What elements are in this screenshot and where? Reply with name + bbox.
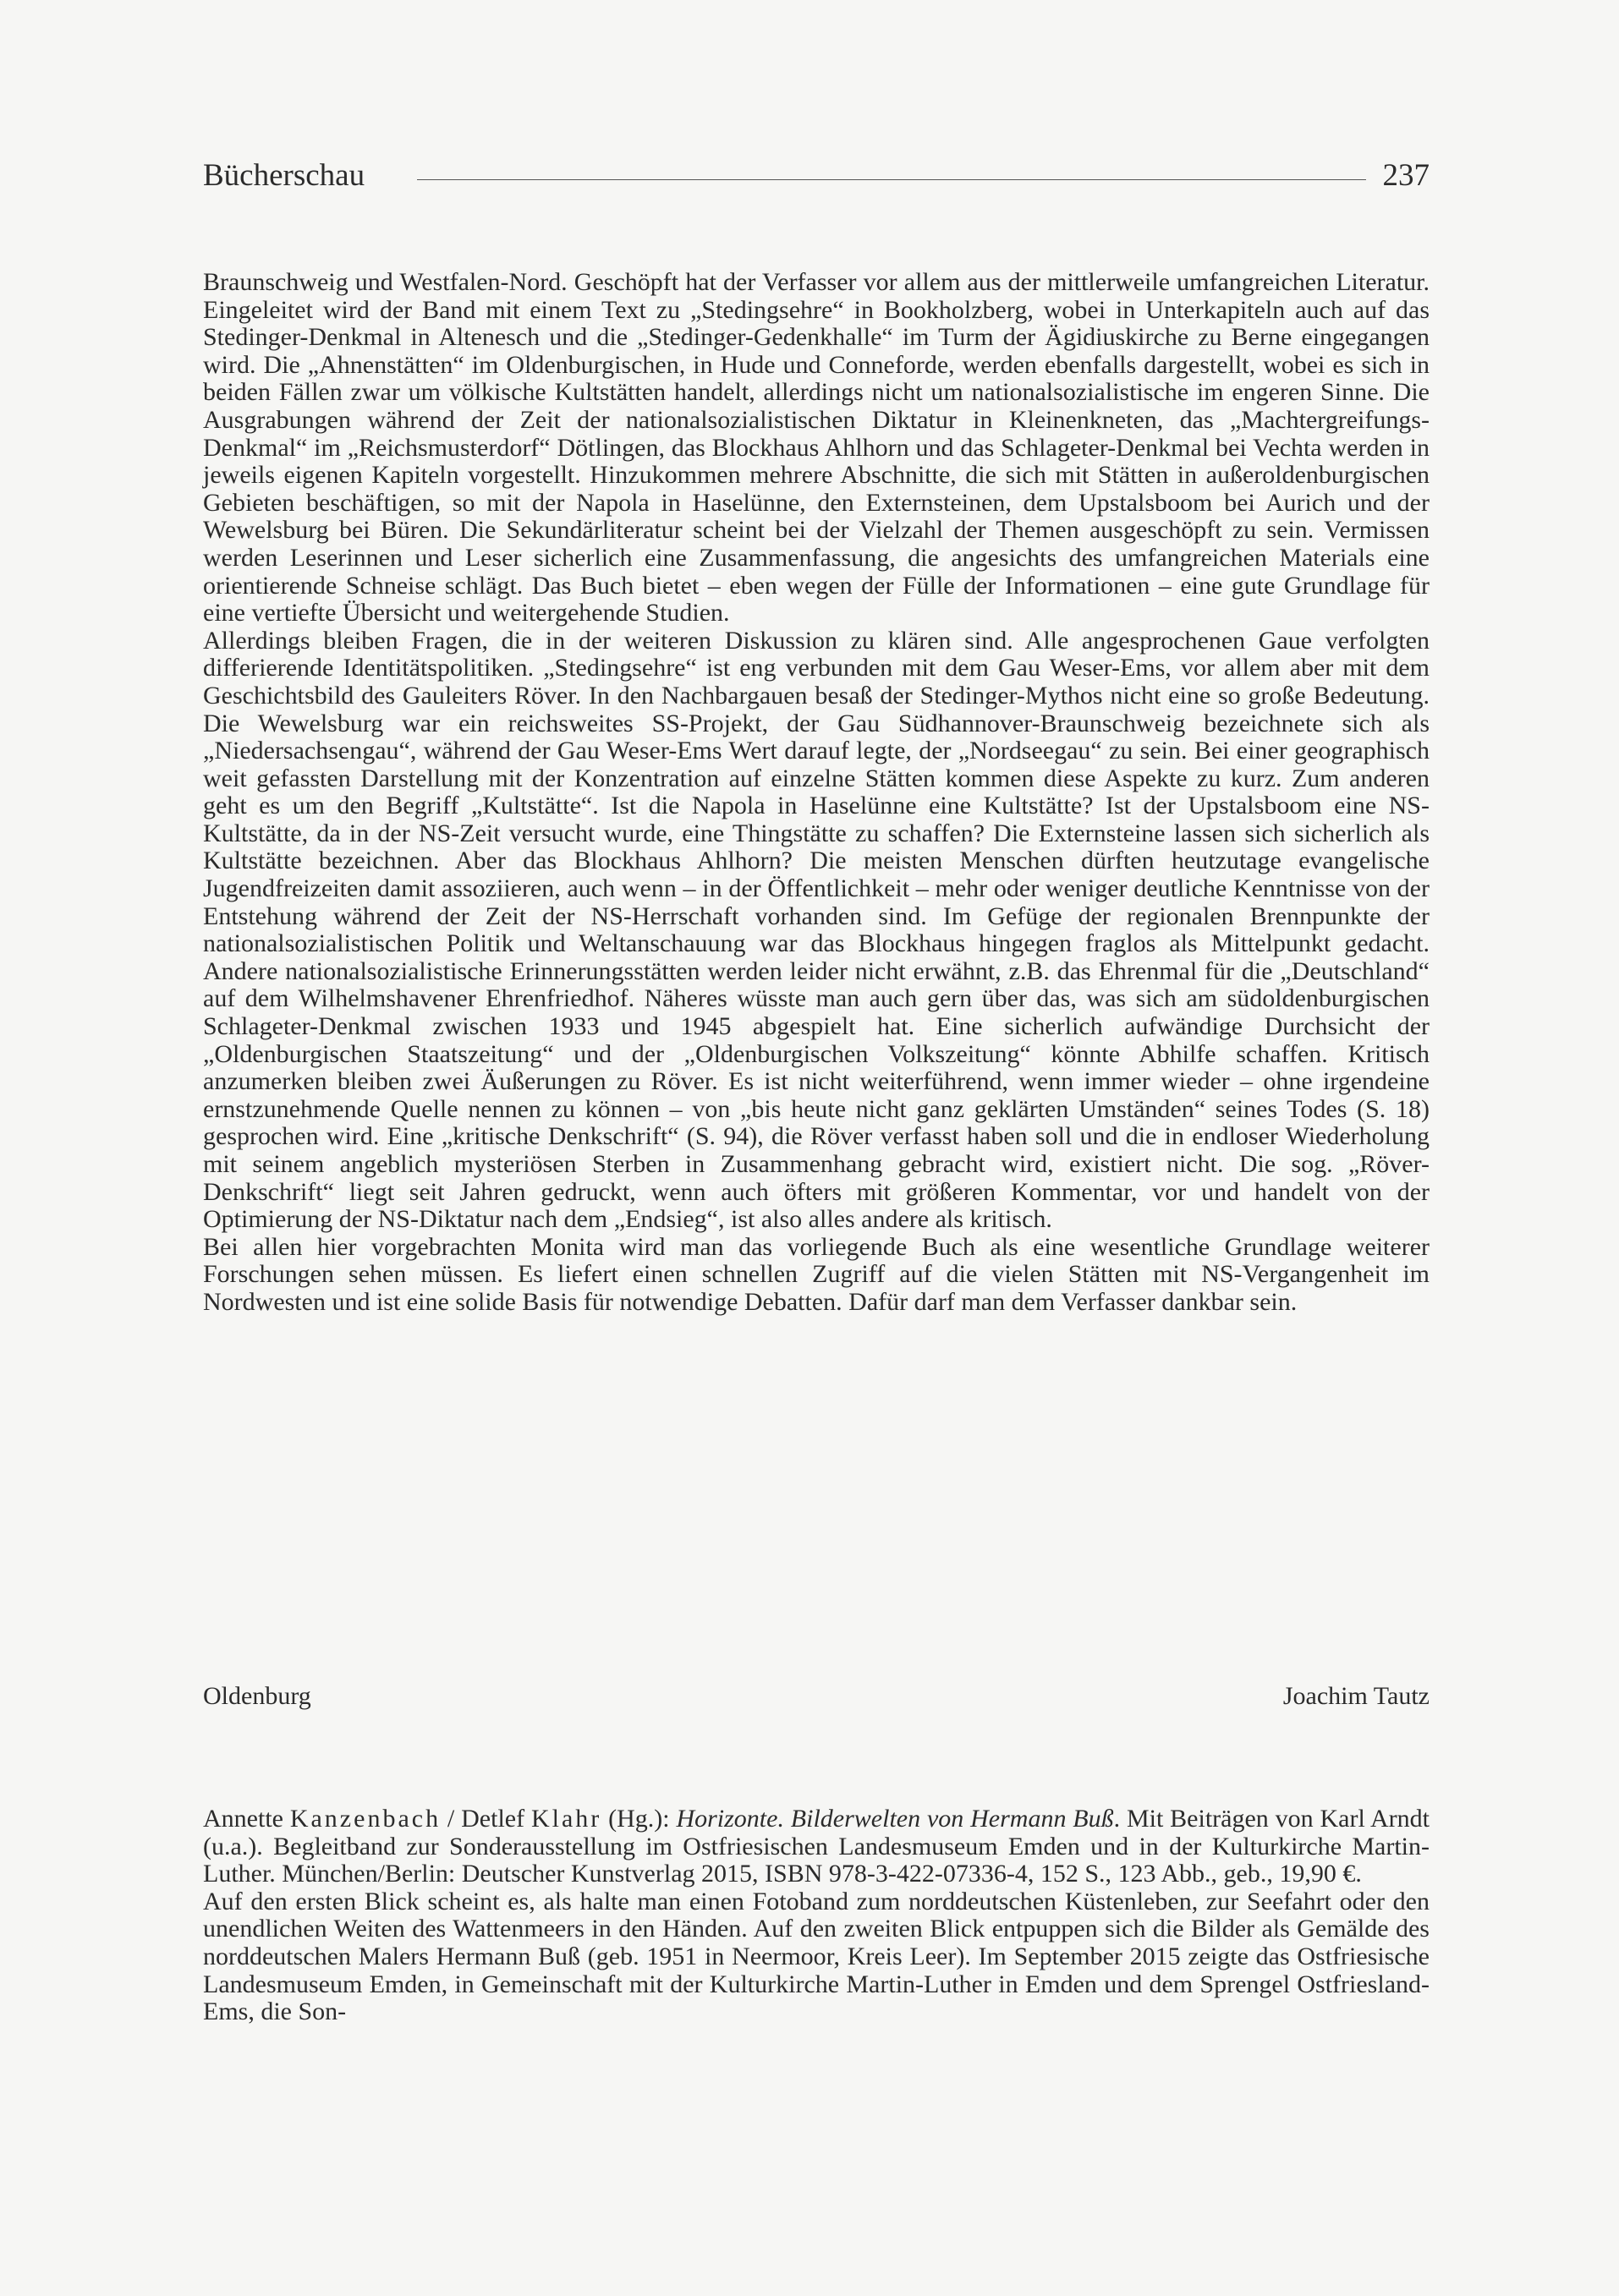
page-number: 237 bbox=[1382, 158, 1430, 193]
running-header bbox=[203, 157, 1430, 195]
review-body-1 bbox=[203, 269, 1430, 1317]
running-title: Bücherschau bbox=[203, 158, 365, 193]
signature-place: Oldenburg bbox=[203, 1682, 311, 1710]
editor-first-name: Detlef bbox=[461, 1805, 525, 1833]
citation-details: . Mit Beiträgen von Karl Arndt (u.a.). Begleitband zur Sonderausstellung im Ostfriesischen Landesmuseum Emden und in der Kulturkirche Martin-Luther. München/Berlin: Deutscher Kunstverlag 2015, ISBN 978-3-422-07336-4, 152 S., 123 Abb., geb., 19,90 €. bbox=[203, 1805, 1430, 1888]
editor-separator: / bbox=[441, 1805, 462, 1833]
review-paragraph: Braunschweig und Westfalen-Nord. Geschöpft hat der Verfasser vor allem aus der mittlerweile umfangreichen Literatur. Eingeleitet wird der Band mit einem Text zu „Stedingsehre“ in Bookholzberg, wobei in Unterkapiteln auch auf das Stedinger-Denkmal in Altenesch und die „Stedinger-Gedenkhalle“ im Turm der Ägidiuskirche zu Berne eingegangen wird. Die „Ahnenstätten“ im Oldenburgischen, in Hude und Conneforde, werden ebenfalls dargestellt, wobei es sich in beiden Fällen zwar um völkische Kultstätten handelt, allerdings nicht um nationalsozialistische im engeren Sinne. Die Ausgrabungen während der Zeit der nationalsozialistischen Diktatur in Kleinenkneten, das „Machtergreifungs-Denkmal“ im „Reichsmusterdorf“ Dötlingen, das Blockhaus Ahlhorn und das Schlageter-Denkmal bei Vechta werden in jeweils eigenen Kapiteln vorgestellt. Hinzukommen mehrere Abschnitte, die sich mit Stätten in außeroldenburgischen Gebieten beschäftigen, so mit der Napola in Haselünne, den Externsteinen, dem Upstalsboom bei Aurich und der Wewelsburg bei Büren. Die Sekundärliteratur scheint bei der Vielzahl der Themen ausgeschöpft zu sein. Vermissen werden Leserinnen und Leser sicherlich eine Zusammenfassung, die angesichts des umfangreichen Materials eine orientierende Schneise schlägt. Das Buch bietet – eben wegen der Fülle der Informationen – eine gute Grundlage für eine vertiefte Übersicht und weitergehende Studien. bbox=[203, 268, 1430, 627]
editor-last-name: Kanzenbach bbox=[289, 1805, 442, 1833]
review-paragraph: Bei allen hier vorgebrachten Monita wird man das vorliegende Buch als eine wesentliche Grundlage weiterer Forschungen sehen müssen. Es liefert einen schnellen Zugriff auf die vielen Stätten mit NS-Vergangenheit im Nordwesten und ist eine solide Basis für notwendige Debatten. Dafür darf man dem Verfasser dankbar sein. bbox=[203, 1232, 1430, 1316]
review-paragraph: Auf den ersten Blick scheint es, als halte man einen Fotoband zum norddeutschen Küstenleben, zur Seefahrt oder den unendlichen Weiten des Wattenmeers in den Händen. Auf den zweiten Blick entpuppen sich die Bilder als Gemälde des norddeutschen Malers Hermann Buß (geb. 1951 in Neermoor, Kreis Leer). Im September 2015 zeigte das Ostfriesische Landesmuseum Emden, in Gemeinschaft mit der Kulturkirche Martin-Luther in Emden und dem Sprengel Ostfriesland-Ems, die Son- bbox=[203, 1887, 1430, 2026]
editor-last-name: Klahr bbox=[530, 1805, 602, 1833]
book-title: Horizonte. Bilderwelten von Hermann Buß bbox=[676, 1805, 1114, 1833]
bibliographic-citation bbox=[203, 1806, 1430, 1888]
review-paragraph: Allerdings bleiben Fragen, die in der weiteren Diskussion zu klären sind. Alle angesprochenen Gaue verfolgten differierende Identitätspolitiken. „Stedingsehre“ ist eng verbunden mit dem Gau Weser-Ems, vor allem aber mit dem Geschichtsbild des Gauleiters Röver. In den Nachbargauen besaß der Stedinger-Mythos nicht eine so große Bedeutung. Die Wewelsburg war ein reichsweites SS-Projekt, der Gau Südhannover-Braunschweig bezeichnete sich als „Niedersachsengau“, während der Gau Weser-Ems Wert darauf legte, der „Nordseegau“ zu sein. Bei einer geographisch weit gefassten Darstellung mit der Konzentration auf einzelne Stätten kommen diese Aspekte zu kurz. Zum anderen geht es um den Begriff „Kultstätte“. Ist die Napola in Haselünne eine Kultstätte? Ist der Upstalsboom eine NS-Kultstätte, da in der NS-Zeit versucht wurde, eine Thingstätte zu schaffen? Die Externsteine lassen sich sicherlich als Kultstätte bezeichnen. Aber das Blockhaus Ahlhorn? Die meisten Menschen dürften heutzutage evangelische Jugendfreizeiten damit assoziieren, auch wenn – in der Öffentlichkeit – mehr oder weniger deutliche Kenntnisse von der Entstehung während der Zeit der NS-Herrschaft vorhanden sind. Im Gefüge der regionalen Brennpunkte der nationalsozialistischen Politik und Weltanschauung war das Blockhaus hingegen fraglos als Mittelpunkt gedacht. Andere nationalsozialistische Erinnerungsstätten werden leider nicht erwähnt, z.B. das Ehrenmal für die „Deutschland“ auf dem Wilhelmshavener Ehrenfriedhof. Näheres wüsste man auch gern über das, was sich am südoldenburgischen Schlageter-Denkmal zwischen 1933 und 1945 abgespielt hat. Eine sicherlich aufwändige Durchsicht der „Oldenburgischen Staatszeitung“ und der „Oldenburgischen Volkszeitung“ könnte Abhilfe schaffen. Kritisch anzumerken bleiben zwei Äußerungen zu Röver. Es ist nicht weiterführend, wenn immer wieder – ohne irgendeine ernstzunehmende Quelle nennen zu können – von „bis heute nicht ganz geklärten Umständen“ seines Todes (S. 18) gesprochen wird. Eine „kritische Denkschrift“ (S. 94), die Röver verfasst haben soll und die in endloser Wiederholung mit seinem angeblich mysteriösen Sterben in Zusammenhang gebracht wird, existiert nicht. Die sog. „Röver-Denkschrift“ liegt seit Jahren gedruckt, wenn auch öfters mit größeren Kommentar, vor und handelt von der Optimierung der NS-Diktatur nach dem „Endsieg“, ist also alles andere als kritisch. bbox=[203, 626, 1430, 1234]
review-body-2 bbox=[203, 1806, 1430, 2026]
editor-first-name: Annette bbox=[203, 1805, 283, 1833]
header-rule bbox=[417, 179, 1366, 180]
signature-author: Joachim Tautz bbox=[1282, 1682, 1430, 1710]
review-signature bbox=[203, 1680, 1430, 1713]
editor-role: (Hg.): bbox=[601, 1805, 677, 1833]
